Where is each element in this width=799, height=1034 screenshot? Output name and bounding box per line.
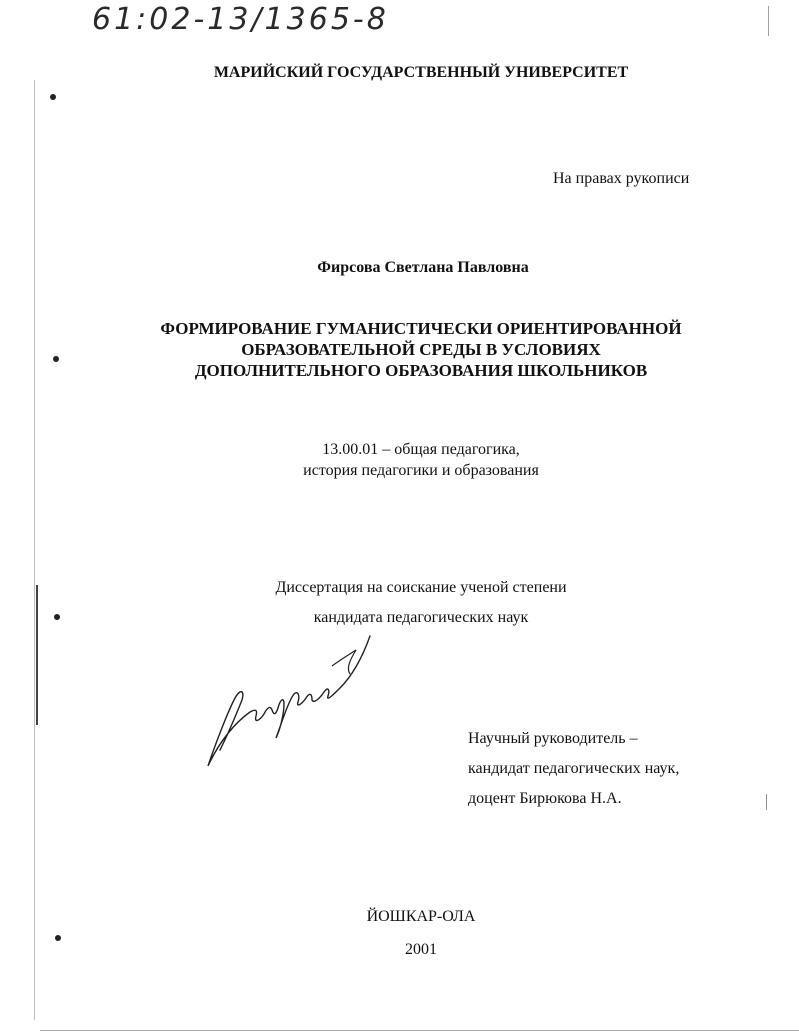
scan-edge-right — [768, 6, 769, 36]
scan-edge-left-dark — [36, 585, 38, 725]
specialty-line: 13.00.01 – общая педагогика, — [322, 441, 520, 458]
title-line: ОБРАЗОВАТЕЛЬНОЙ СРЕДЫ В УСЛОВИЯХ — [241, 340, 601, 359]
manuscript-note: На правах рукописи — [553, 170, 690, 187]
degree-line: Диссертация на соискание ученой степени — [275, 579, 567, 596]
scan-edge-right — [766, 794, 767, 810]
degree-line: кандидата педагогических наук — [313, 609, 529, 626]
city: ЙОШКАР-ОЛА — [366, 908, 476, 925]
title-line: ФОРМИРОВАНИЕ ГУМАНИСТИЧЕСКИ ОРИЕНТИРОВАННОЙ — [160, 319, 682, 338]
author-name: Фирсова Светлана Павловна — [317, 259, 529, 276]
specialty — [0, 439, 799, 481]
title-line: ДОПОЛНИТЕЛЬНОГО ОБРАЗОВАНИЯ ШКОЛЬНИКОВ — [194, 361, 648, 380]
punch-hole-mark — [50, 94, 56, 100]
handwritten-signature — [200, 630, 380, 775]
supervisor-block — [468, 724, 679, 814]
dissertation-title — [0, 318, 799, 381]
supervisor-line: Научный руководитель – — [468, 730, 638, 747]
scan-edge-bottom — [40, 1030, 799, 1031]
university-name: МАРИЙСКИЙ ГОСУДАРСТВЕННЫЙ УНИВЕРСИТЕТ — [213, 64, 629, 81]
scan-edge-left — [34, 80, 35, 1020]
archive-number-stamp: 61:02-13/1365-8 — [92, 2, 389, 37]
specialty-line: история педагогики и образования — [303, 462, 539, 479]
supervisor-line: кандидат педагогических наук, — [468, 760, 680, 777]
year: 2001 — [405, 941, 437, 958]
supervisor-line: доцент Бирюкова Н.А. — [468, 790, 622, 807]
